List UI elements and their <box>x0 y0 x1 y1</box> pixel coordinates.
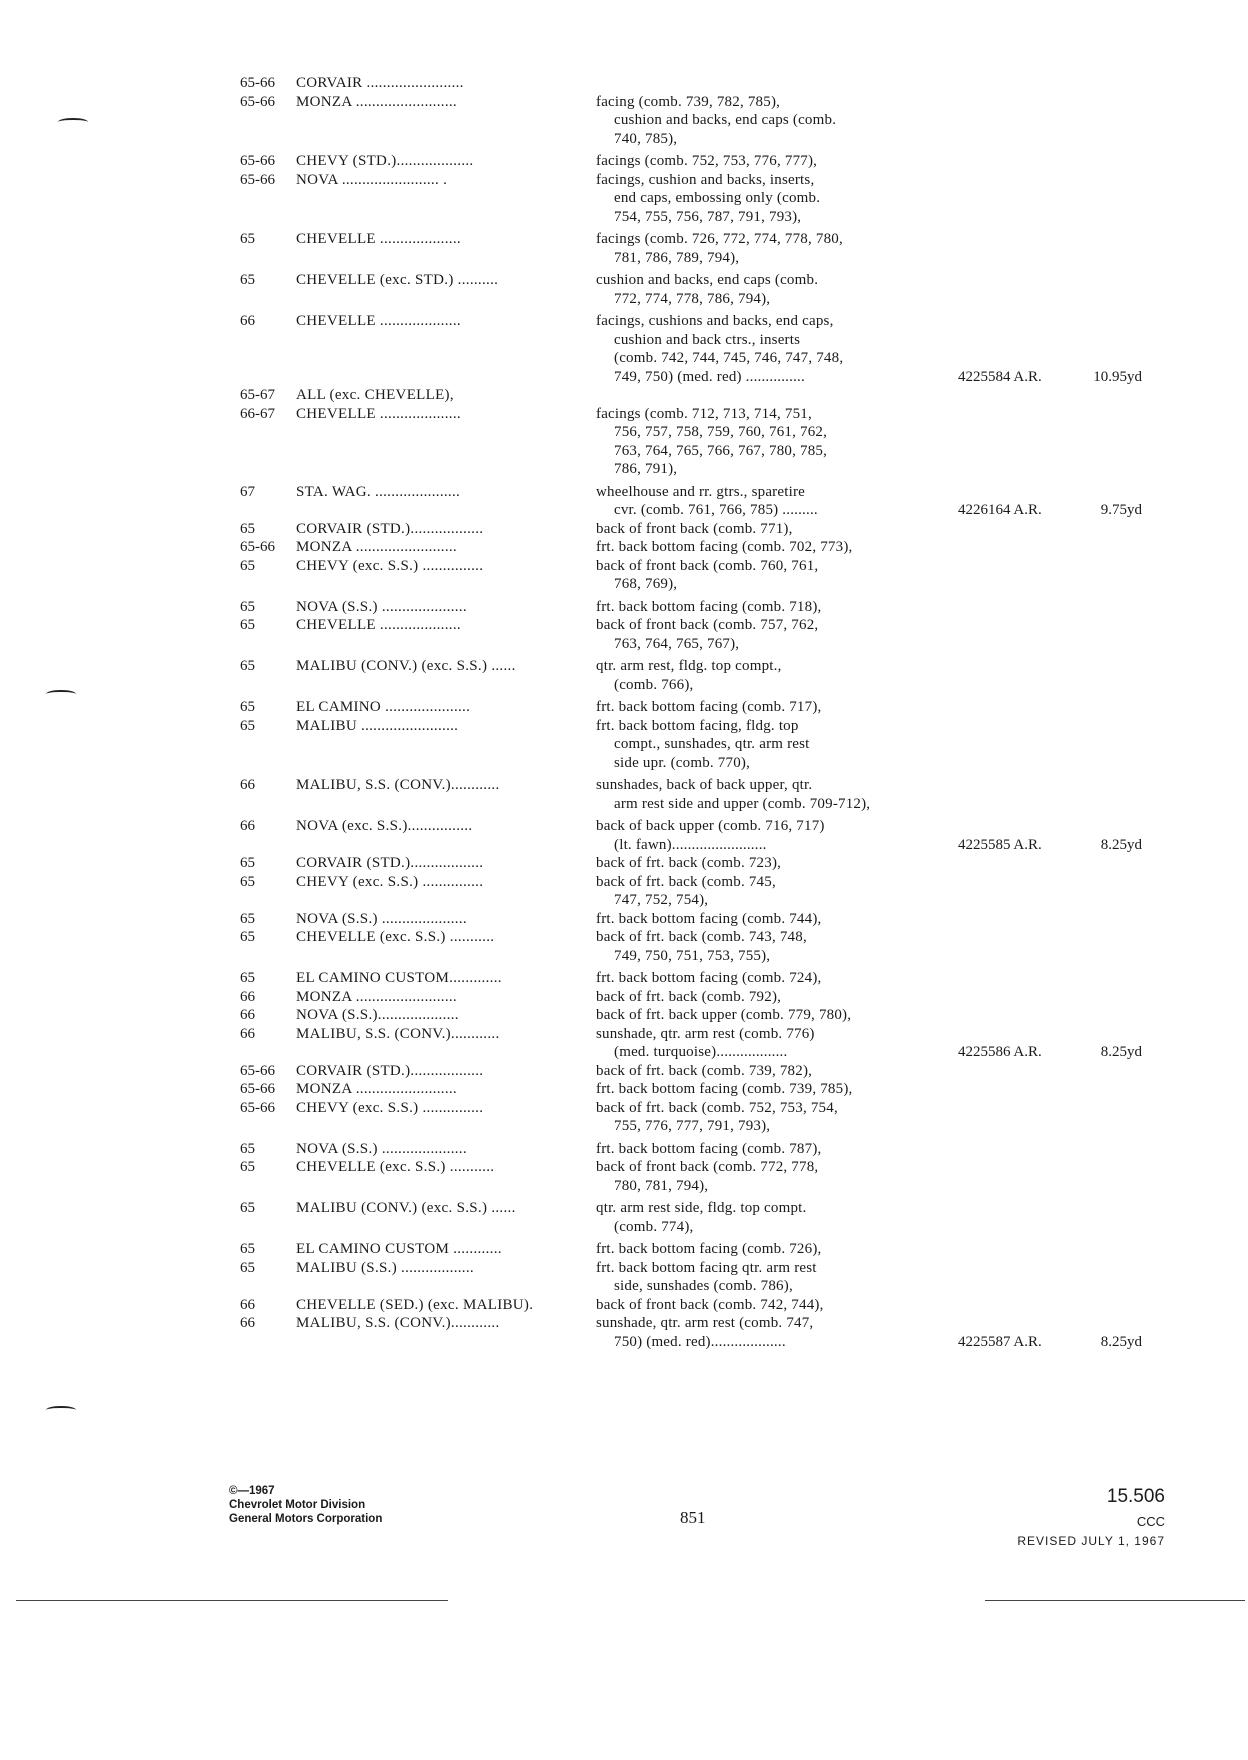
description-line: frt. back bottom facing (comb. 717), <box>596 699 822 715</box>
entry-year: 65 <box>240 1200 255 1216</box>
entry-year: 65 <box>240 717 255 734</box>
entry-description <box>596 1158 920 1195</box>
description-line: back of frt. back (comb. 792), <box>596 988 782 1005</box>
catalog-entry <box>240 1314 1160 1351</box>
entry-year: 65-66 <box>240 75 275 91</box>
entry-description <box>596 312 920 386</box>
catalog-entry <box>240 1240 1160 1259</box>
catalog-entry <box>240 1158 1160 1195</box>
entry-description <box>596 1006 920 1025</box>
description-line: sunshade, qtr. arm rest (comb. 776) <box>596 1025 815 1042</box>
entry-model: NOVA (S.S.) ..................... <box>296 1140 467 1157</box>
entry-description <box>596 1140 920 1159</box>
description-line: frt. back bottom facing, fldg. top <box>596 717 799 734</box>
margin-mark <box>46 1406 76 1414</box>
catalog-entry <box>240 520 1160 539</box>
description-line: side, sunshades (comb. 786), <box>614 1278 793 1294</box>
entry-year: 65 <box>240 617 255 633</box>
description-line: frt. back bottom facing (comb. 726), <box>596 1241 822 1257</box>
catalog-entry <box>240 873 1160 910</box>
catalog-entry <box>240 230 1160 267</box>
catalog-entry <box>240 598 1160 617</box>
description-line: facings (comb. 726, 772, 774, 778, 780, <box>596 231 843 247</box>
entry-year: 65 <box>240 272 255 288</box>
catalog-entry <box>240 717 1160 773</box>
catalog-entry <box>240 988 1160 1007</box>
catalog-entry <box>240 557 1160 594</box>
entry-model: MALIBU, S.S. (CONV.)............ <box>296 1025 500 1042</box>
entry-model: CHEVELLE .................... <box>296 405 461 422</box>
entry-year: 65 <box>240 910 255 927</box>
entry-description <box>596 152 920 171</box>
entry-year: 66-67 <box>240 405 275 422</box>
entry-model: EL CAMINO ..................... <box>296 699 471 715</box>
description-line: back of front back (comb. 760, 761, <box>596 557 819 574</box>
margin-mark <box>46 690 76 698</box>
entry-description <box>596 483 920 520</box>
copyright-line: ©—1967 <box>229 1485 275 1497</box>
quantity: 10.95yd <box>1093 368 1142 385</box>
description-line: sunshade, qtr. arm rest (comb. 747, <box>596 1315 814 1331</box>
entry-year: 65 <box>240 557 255 574</box>
margin-mark <box>58 118 88 126</box>
bottom-rule-right <box>985 1600 1245 1601</box>
entry-year: 65 <box>240 1159 255 1175</box>
entry-description <box>596 969 920 988</box>
catalog-entry <box>240 538 1160 557</box>
description-line: back of front back (comb. 771), <box>596 520 793 537</box>
entry-description <box>596 1240 920 1259</box>
entry-description <box>596 1199 920 1236</box>
section-block <box>960 1484 1165 1550</box>
description-line: sunshades, back of back upper, qtr. <box>596 777 813 793</box>
entry-model: NOVA (S.S.) ..................... <box>296 910 467 927</box>
description-line: facings, cushions and backs, end caps, <box>596 313 834 329</box>
entry-model: CHEVELLE .................... <box>296 313 461 329</box>
description-line: (comb. 742, 744, 745, 746, 747, 748, <box>614 350 844 366</box>
entry-description <box>596 405 920 479</box>
entry-model: CHEVELLE .................... <box>296 617 461 633</box>
description-line: facings (comb. 752, 753, 776, 777), <box>596 153 818 169</box>
description-line: frt. back bottom facing (comb. 702, 773), <box>596 539 853 555</box>
description-line: 749, 750, 751, 753, 755), <box>614 947 771 964</box>
entry-model: CHEVY (exc. S.S.) ............... <box>296 873 484 890</box>
entry-year: 65 <box>240 929 255 945</box>
entry-model: CORVAIR ........................ <box>296 75 464 91</box>
entry-model: NOVA (exc. S.S.)................ <box>296 818 473 834</box>
catalog-entry <box>240 854 1160 873</box>
catalog-entry <box>240 386 1160 405</box>
entry-description <box>596 717 920 773</box>
description-line: 756, 757, 758, 759, 760, 761, 762, <box>614 424 828 440</box>
catalog-entry <box>240 483 1160 520</box>
entry-description <box>596 1025 920 1062</box>
description-line: frt. back bottom facing qtr. arm rest <box>596 1259 817 1276</box>
entry-year: 65-66 <box>240 171 275 188</box>
entry-model: NOVA ........................ . <box>296 171 448 188</box>
description-line: 772, 774, 778, 786, 794), <box>614 290 771 307</box>
entry-model: NOVA (S.S.).................... <box>296 1007 459 1023</box>
description-line: (comb. 774), <box>614 1218 694 1235</box>
description-line: 754, 755, 756, 787, 791, 793), <box>614 208 802 225</box>
entry-year: 66 <box>240 1315 255 1331</box>
entry-model: MALIBU (S.S.) .................. <box>296 1259 474 1276</box>
description-line: 740, 785), <box>614 130 678 147</box>
page-number: 851 <box>680 1508 706 1527</box>
entry-description <box>596 93 920 149</box>
catalog-entry <box>240 1296 1160 1315</box>
quantity: 8.25yd <box>1100 1044 1142 1060</box>
entry-description <box>596 1296 920 1315</box>
entry-model: CORVAIR (STD.).................. <box>296 1062 484 1079</box>
entry-year: 65 <box>240 970 255 986</box>
catalog-entry <box>240 657 1160 694</box>
entry-description <box>596 873 920 910</box>
description-line: back of frt. back (comb. 723), <box>596 855 782 871</box>
description-line: 768, 769), <box>614 576 678 592</box>
description-line: qtr. arm rest, fldg. top compt., <box>596 658 782 674</box>
catalog-entry <box>240 616 1160 653</box>
description-line: (lt. fawn)........................ <box>614 836 767 853</box>
quantity: 9.75yd <box>1100 502 1142 518</box>
entry-model: MONZA ......................... <box>296 988 457 1005</box>
description-line: facings, cushion and backs, inserts, <box>596 171 815 188</box>
catalog-entry <box>240 698 1160 717</box>
description-line: side upr. (comb. 770), <box>614 754 751 771</box>
entry-year: 65-66 <box>240 1062 275 1079</box>
part-number: 4225587 A.R. <box>958 1333 1042 1350</box>
entry-description <box>596 817 920 854</box>
revision-date: REVISED JULY 1, 1967 <box>1017 1534 1165 1548</box>
entry-model: CHEVY (exc. S.S.) ............... <box>296 557 484 574</box>
quantity: 8.25yd <box>1100 836 1142 853</box>
catalog-entry <box>240 1025 1160 1062</box>
entry-model: CHEVELLE (exc. STD.) .......... <box>296 272 499 288</box>
catalog-entry <box>240 910 1160 929</box>
description-line: back of front back (comb. 742, 744), <box>596 1296 824 1313</box>
description-line: 763, 764, 765, 766, 767, 780, 785, <box>614 442 828 459</box>
part-number: 4225585 A.R. <box>958 836 1042 853</box>
section-code: 15.506 <box>1106 1486 1165 1507</box>
entry-year: 65 <box>240 598 255 615</box>
description-line: end caps, embossing only (comb. <box>614 190 821 206</box>
description-line: 750) (med. red)................... <box>614 1333 786 1350</box>
description-line: 755, 776, 777, 791, 793), <box>614 1118 771 1134</box>
entry-description <box>596 1314 920 1351</box>
description-line: back of front back (comb. 772, 778, <box>596 1159 819 1175</box>
entry-model: CHEVELLE .................... <box>296 231 461 247</box>
entry-model: CHEVY (exc. S.S.) ............... <box>296 1099 484 1116</box>
entry-year: 66 <box>240 777 255 793</box>
description-line: qtr. arm rest side, fldg. top compt. <box>596 1200 807 1216</box>
corporation-name: General Motors Corporation <box>229 1513 383 1525</box>
entry-year: 66 <box>240 988 255 1005</box>
description-line: back of frt. back (comb. 745, <box>596 873 776 890</box>
quantity: 8.25yd <box>1100 1333 1142 1350</box>
description-line: frt. back bottom facing (comb. 718), <box>596 598 822 615</box>
entry-model: MALIBU, S.S. (CONV.)............ <box>296 1315 500 1331</box>
catalog-entry <box>240 1199 1160 1236</box>
description-line: compt., sunshades, qtr. arm rest <box>614 736 810 752</box>
catalog-entry <box>240 152 1160 171</box>
entry-model: EL CAMINO CUSTOM ............ <box>296 1241 502 1257</box>
entry-model: MONZA ......................... <box>296 539 457 555</box>
description-line: facings (comb. 712, 713, 714, 751, <box>596 405 812 422</box>
description-line: arm rest side and upper (comb. 709-712), <box>614 795 871 812</box>
description-line: back of frt. back upper (comb. 779, 780), <box>596 1007 852 1023</box>
entry-year: 67 <box>240 483 255 500</box>
description-line: facing (comb. 739, 782, 785), <box>596 93 781 110</box>
division-name: Chevrolet Motor Division <box>229 1499 366 1511</box>
description-line: 763, 764, 765, 767), <box>614 635 740 652</box>
description-line: back of frt. back (comb. 752, 753, 754, <box>596 1099 838 1116</box>
catalog-entry <box>240 405 1160 479</box>
description-line: (comb. 766), <box>614 676 694 693</box>
catalog-entry <box>240 271 1160 308</box>
description-line: 786, 791), <box>614 461 678 477</box>
publisher-block <box>229 1484 382 1526</box>
description-line: 781, 786, 789, 794), <box>614 249 740 266</box>
entry-year: 65 <box>240 520 255 537</box>
entry-year: 66 <box>240 1296 255 1313</box>
description-line: 780, 781, 794), <box>614 1177 709 1194</box>
catalog-entry <box>240 93 1160 149</box>
entry-year: 65-66 <box>240 1099 275 1116</box>
entry-model: MONZA ......................... <box>296 93 457 110</box>
entry-year: 65 <box>240 855 255 871</box>
entry-description <box>596 616 920 653</box>
entry-year: 65 <box>240 699 255 715</box>
catalog-entry <box>240 776 1160 813</box>
catalog-entry <box>240 1259 1160 1296</box>
description-line: wheelhouse and rr. gtrs., sparetire <box>596 483 806 500</box>
entry-model: MALIBU (CONV.) (exc. S.S.) ...... <box>296 658 516 674</box>
entry-description <box>596 230 920 267</box>
entry-description <box>596 1259 920 1296</box>
entry-year: 66 <box>240 1007 255 1023</box>
entry-description <box>596 1080 920 1099</box>
description-line: back of frt. back (comb. 743, 748, <box>596 929 807 945</box>
description-line: 747, 752, 754), <box>614 892 709 908</box>
part-number: 4226164 A.R. <box>958 502 1042 518</box>
entry-year: 65 <box>240 1259 255 1276</box>
entry-year: 65-67 <box>240 387 275 403</box>
entry-model: MONZA ......................... <box>296 1081 457 1097</box>
entry-model: NOVA (S.S.) ..................... <box>296 598 467 615</box>
catalog-entry <box>240 969 1160 988</box>
entry-model: EL CAMINO CUSTOM............. <box>296 970 502 986</box>
catalog-entry <box>240 171 1160 227</box>
description-line: frt. back bottom facing (comb. 744), <box>596 910 822 927</box>
entry-description <box>596 271 920 308</box>
entry-year: 65-66 <box>240 539 275 555</box>
entry-description <box>596 520 920 539</box>
entry-year: 65 <box>240 1140 255 1157</box>
entry-description <box>596 988 920 1007</box>
entry-year: 66 <box>240 313 255 329</box>
entry-description <box>596 776 920 813</box>
entry-model: MALIBU ........................ <box>296 717 459 734</box>
catalog-entry <box>240 74 1160 93</box>
entry-year: 66 <box>240 818 255 834</box>
parts-listing <box>240 74 1160 1351</box>
entry-description <box>596 698 920 717</box>
entry-year: 66 <box>240 1025 255 1042</box>
entry-model: MALIBU, S.S. (CONV.)............ <box>296 777 500 793</box>
part-number: 4225586 A.R. <box>958 1044 1042 1060</box>
description-line: cushion and backs, end caps (comb. <box>596 272 819 288</box>
entry-description <box>596 1062 920 1081</box>
description-line: 749, 750) (med. red) ............... <box>614 368 805 385</box>
entry-description <box>596 657 920 694</box>
entry-description <box>596 557 920 594</box>
entry-model: CORVAIR (STD.).................. <box>296 520 484 537</box>
description-line: cvr. (comb. 761, 766, 785) ......... <box>614 502 818 518</box>
description-line: frt. back bottom facing (comb. 724), <box>596 970 822 986</box>
catalog-entry <box>240 312 1160 386</box>
entry-year: 65-66 <box>240 1081 275 1097</box>
entry-model: CHEVELLE (exc. S.S.) ........... <box>296 1159 495 1175</box>
entry-year: 65-66 <box>240 153 275 169</box>
entry-description <box>596 538 920 557</box>
entry-description <box>596 1099 920 1136</box>
description-line: frt. back bottom facing (comb. 787), <box>596 1140 822 1157</box>
catalog-entry <box>240 1140 1160 1159</box>
part-number: 4225584 A.R. <box>958 368 1042 385</box>
description-line: (med. turquoise).................. <box>614 1044 788 1060</box>
entry-year: 65 <box>240 658 255 674</box>
catalog-entry <box>240 1099 1160 1136</box>
entry-description <box>596 171 920 227</box>
entry-model: CORVAIR (STD.).................. <box>296 855 484 871</box>
description-line: cushion and back ctrs., inserts <box>614 331 801 348</box>
description-line: frt. back bottom facing (comb. 739, 785), <box>596 1081 853 1097</box>
entry-description <box>596 854 920 873</box>
entry-model: MALIBU (CONV.) (exc. S.S.) ...... <box>296 1200 516 1216</box>
entry-year: 65 <box>240 231 255 247</box>
description-line: back of front back (comb. 757, 762, <box>596 617 819 633</box>
bottom-rule-left <box>16 1600 448 1601</box>
entry-year: 65 <box>240 873 255 890</box>
entry-year: 65 <box>240 1241 255 1257</box>
description-line: back of back upper (comb. 716, 717) <box>596 818 825 834</box>
entry-model: ALL (exc. CHEVELLE), <box>296 387 454 403</box>
entry-description <box>596 598 920 617</box>
description-line: cushion and backs, end caps (comb. <box>614 112 837 128</box>
catalog-entry <box>240 1080 1160 1099</box>
entry-model: CHEVELLE (SED.) (exc. MALIBU). <box>296 1296 534 1313</box>
entry-description <box>596 928 920 965</box>
entry-model: CHEVY (STD.)................... <box>296 153 474 169</box>
description-line: back of frt. back (comb. 739, 782), <box>596 1062 813 1079</box>
catalog-entry <box>240 817 1160 854</box>
catalog-entry <box>240 1006 1160 1025</box>
section-tag: CCC <box>1136 1514 1165 1529</box>
entry-model: STA. WAG. ..................... <box>296 483 461 500</box>
entry-description <box>596 74 920 93</box>
catalog-entry <box>240 928 1160 965</box>
entry-model: CHEVELLE (exc. S.S.) ........... <box>296 929 495 945</box>
entry-description <box>596 910 920 929</box>
entry-description <box>596 386 920 405</box>
catalog-entry <box>240 1062 1160 1081</box>
entry-year: 65-66 <box>240 93 275 110</box>
